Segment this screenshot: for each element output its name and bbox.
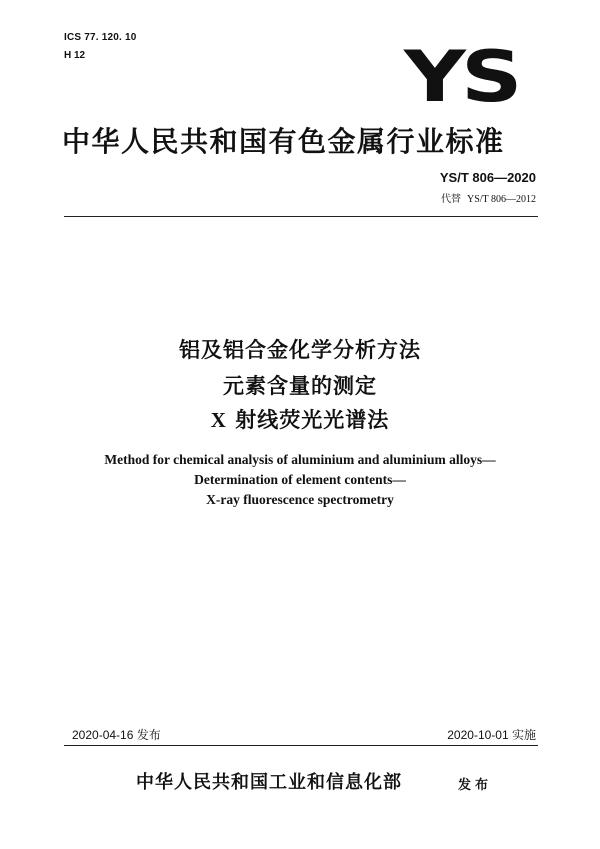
- implementation-date: [447, 726, 536, 743]
- replaces-number: YS/T 806—2012: [467, 194, 536, 205]
- category-code: H 12: [64, 50, 86, 61]
- ics-code: ICS 77. 120. 10: [64, 32, 137, 43]
- issue-date: [72, 726, 161, 743]
- ys-logo-text: YS: [404, 36, 518, 118]
- standard-number: YS/T 806—2020: [439, 170, 536, 185]
- implementation-date-value: 2020-10-01: [447, 728, 509, 742]
- ys-logo: [404, 36, 534, 118]
- standard-category-title: 中华人民共和国有色金属行业标准: [62, 125, 505, 158]
- chinese-title-line-1: 铝及铝合金化学分析方法: [179, 338, 421, 362]
- chinese-title-line-3-prefix: X: [210, 408, 227, 432]
- english-title-line-3: X-ray fluorescence spectrometry: [206, 492, 394, 507]
- issue-date-label: 发布: [136, 728, 161, 742]
- top-divider: [64, 216, 538, 217]
- english-title-line-1: Method for chemical analysis of aluminium and aluminium alloys—: [104, 452, 496, 467]
- publisher-label: 发布: [458, 778, 493, 793]
- replaces-standard: [441, 190, 536, 205]
- implementation-date-label: 实施: [511, 728, 536, 742]
- replaces-label: 代替: [441, 194, 461, 205]
- chinese-title-line-2: 元素含量的测定: [223, 374, 377, 398]
- chinese-title-line-3-rest: 射线荧光光谱法: [226, 408, 390, 432]
- chinese-title-line-3: [0, 404, 600, 434]
- publisher-name: 中华人民共和国工业和信息化部: [136, 772, 402, 793]
- bottom-divider: [64, 745, 538, 746]
- issue-date-value: 2020-04-16: [72, 728, 134, 742]
- english-title-line-2: Determination of element contents—: [194, 472, 406, 487]
